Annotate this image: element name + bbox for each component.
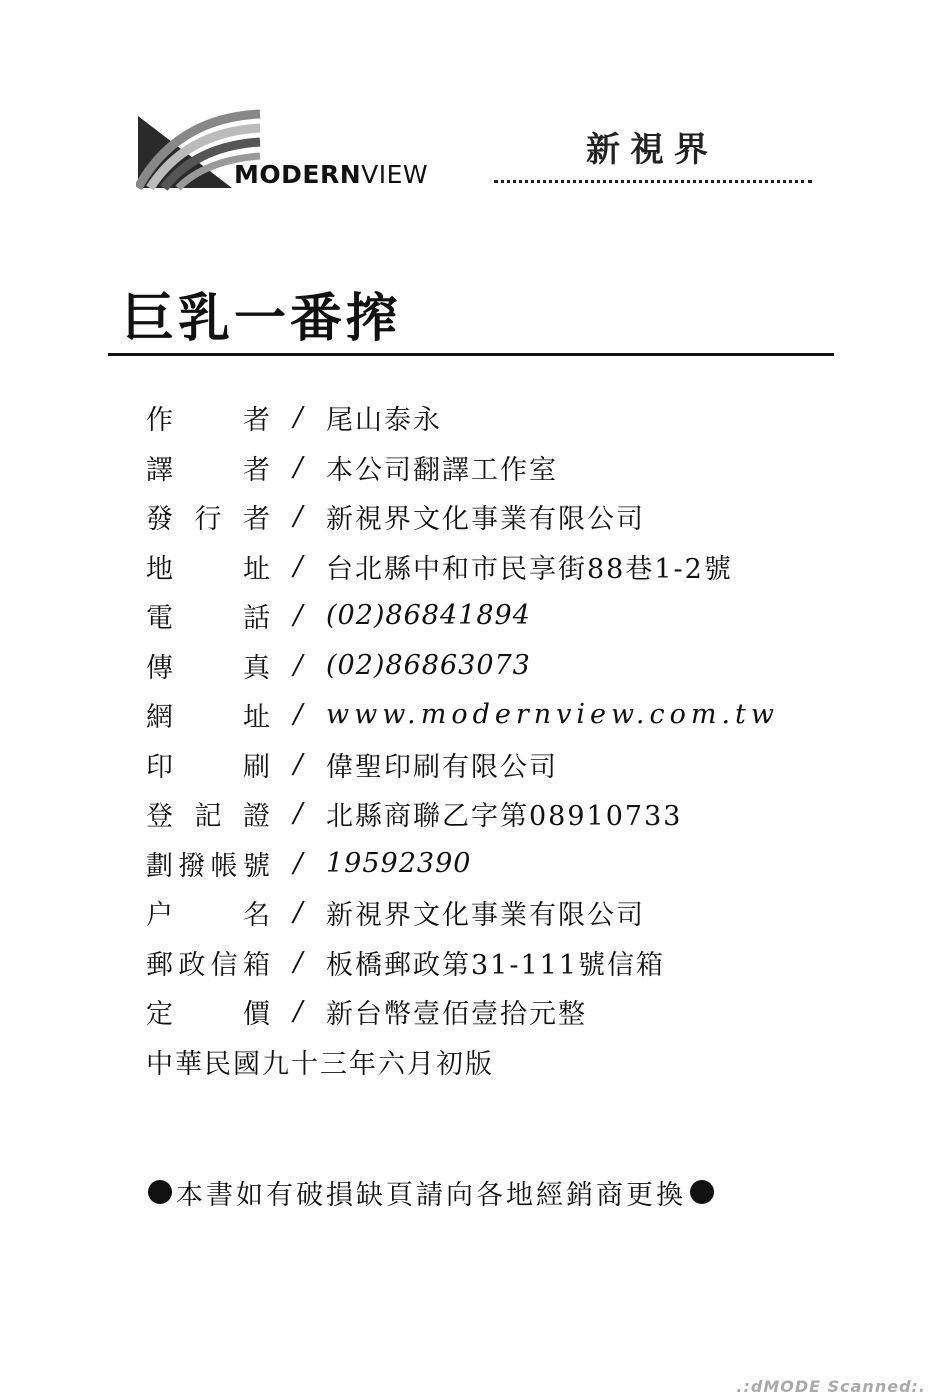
row-label: 傳真 bbox=[146, 652, 270, 684]
row-label: 發行者 bbox=[146, 504, 270, 536]
bullet-dot-icon bbox=[148, 1180, 172, 1204]
info-row-account-name bbox=[146, 888, 846, 938]
row-separator: / bbox=[293, 402, 303, 434]
row-separator: / bbox=[293, 649, 303, 681]
info-row-website bbox=[146, 690, 846, 740]
brand-name-chinese: 新視界 bbox=[586, 130, 718, 170]
row-value: 偉聖印刷有限公司 bbox=[326, 751, 558, 783]
row-value: 台北縣中和市民享街88巷1-2號 bbox=[326, 553, 733, 585]
info-row-fax bbox=[146, 641, 846, 691]
info-row-registration bbox=[146, 789, 846, 839]
row-label: 網址 bbox=[146, 702, 270, 734]
row-separator: / bbox=[293, 501, 303, 533]
row-separator: / bbox=[293, 996, 303, 1028]
row-label: 户名 bbox=[146, 900, 270, 932]
row-value: 尾山泰永 bbox=[326, 405, 442, 437]
notice-text: 本書如有破損缺頁請向各地經銷商更換 bbox=[176, 1179, 686, 1211]
logo-dotted-leader bbox=[494, 180, 812, 183]
info-row-phone bbox=[146, 591, 846, 641]
row-value: 新台幣壹佰壹拾元整 bbox=[326, 999, 587, 1031]
info-row-translator bbox=[146, 443, 846, 493]
row-value: 北縣商聯乙字第08910733 bbox=[326, 801, 683, 833]
row-separator: / bbox=[293, 946, 303, 978]
row-label: 譯者 bbox=[146, 454, 270, 486]
row-separator: / bbox=[293, 798, 303, 830]
book-title: 巨乳一番搾 bbox=[122, 288, 403, 349]
row-label: 定價 bbox=[146, 999, 270, 1031]
row-value: (02)86841894 bbox=[326, 600, 531, 632]
row-value: www.modernview.com.tw bbox=[326, 699, 780, 731]
logo-wordmark bbox=[234, 160, 428, 189]
replacement-notice bbox=[144, 1172, 718, 1212]
info-row-price bbox=[146, 987, 846, 1037]
row-separator: / bbox=[293, 897, 303, 929]
row-label: 地址 bbox=[146, 553, 270, 585]
row-label: 劃撥帳號 bbox=[146, 850, 270, 882]
logo-word-view: VIEW bbox=[361, 160, 429, 189]
row-separator: / bbox=[293, 748, 303, 780]
info-row-address bbox=[146, 542, 846, 592]
row-value: 新視界文化事業有限公司 bbox=[326, 900, 645, 932]
row-label: 登記證 bbox=[146, 801, 270, 833]
row-label: 印刷 bbox=[146, 751, 270, 783]
row-value: 本公司翻譯工作室 bbox=[326, 454, 558, 486]
edition-line: 中華民國九十三年六月初版 bbox=[146, 1048, 494, 1080]
info-row-author bbox=[146, 393, 846, 443]
row-separator: / bbox=[293, 600, 303, 632]
scan-watermark: .:dMODE Scanned:. bbox=[736, 1377, 926, 1396]
row-label: 作者 bbox=[146, 405, 270, 437]
row-label: 電話 bbox=[146, 603, 270, 635]
title-divider bbox=[108, 353, 834, 356]
row-label: 郵政信箱 bbox=[146, 949, 270, 981]
row-value: 板橋郵政第31-111號信箱 bbox=[326, 949, 666, 981]
info-row-postal-account bbox=[146, 839, 846, 889]
info-row-printer bbox=[146, 740, 846, 790]
row-value: (02)86863073 bbox=[326, 649, 531, 681]
row-value: 新視界文化事業有限公司 bbox=[326, 504, 645, 536]
bullet-dot-icon bbox=[690, 1180, 714, 1204]
logo-word-modern: MODERN bbox=[234, 160, 362, 189]
row-value: 19592390 bbox=[326, 847, 472, 879]
colophon-info bbox=[146, 393, 846, 1086]
row-separator: / bbox=[293, 451, 303, 483]
row-separator: / bbox=[293, 847, 303, 879]
info-row-publisher bbox=[146, 492, 846, 542]
row-separator: / bbox=[293, 550, 303, 582]
row-separator: / bbox=[293, 699, 303, 731]
info-row-po-box bbox=[146, 938, 846, 988]
